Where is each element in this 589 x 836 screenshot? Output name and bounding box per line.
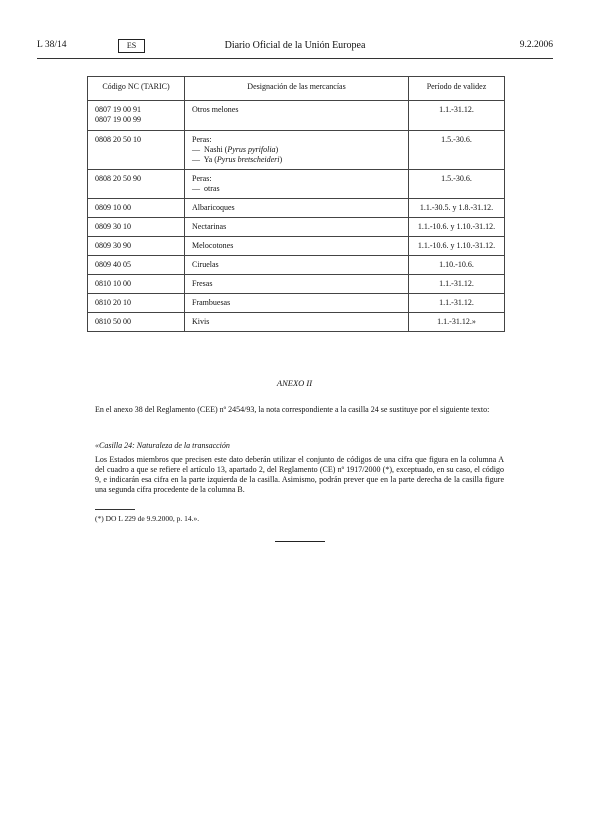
end-rule <box>275 541 325 542</box>
table-row <box>88 218 505 237</box>
table-row <box>88 313 505 332</box>
cell-designation: Ciruelas <box>185 256 409 275</box>
table-row <box>88 101 505 131</box>
table-row <box>88 275 505 294</box>
cell-period: 1.1.-31.12.» <box>409 313 505 332</box>
cell-code: 0810 10 00 <box>88 275 185 294</box>
table-header-row <box>88 77 505 101</box>
cell-code: 0809 30 90 <box>88 237 185 256</box>
cell-code: 0810 20 10 <box>88 294 185 313</box>
cell-designation: Peras: — Nashi (Pyrus pyrifolia) — Ya (Pyrus bretscheideri) <box>185 131 409 170</box>
casilla-heading: «Casilla 24: Naturaleza de la transacción <box>95 441 230 450</box>
column-header-designation: Designación de las mercancías <box>185 77 409 101</box>
cell-period: 1.1.-10.6. y 1.10.-31.12. <box>409 218 505 237</box>
cell-designation: Kivis <box>185 313 409 332</box>
body-paragraph: Los Estados miembros que precisen este dato deberán utilizar el conjunto de códigos de una cifra que figura en la columna A del cuadro a que se refiere el artículo 13, apartado 2, del Reglamento (CE) nº 1917/2000 (*), exceptuado, en su caso, el código 9, e indicarán esa cifra en la parte izquierda de la casilla. Asimismo, podrán prever que en la parte derecha de la casilla figure una segunda cifra procedente de la columna B. <box>95 455 504 494</box>
cell-period: 1.10.-10.6. <box>409 256 505 275</box>
cell-code: 0808 20 50 90 <box>88 170 185 199</box>
cell-period: 1.5.-30.6. <box>409 170 505 199</box>
amendment-paragraph: En el anexo 38 del Reglamento (CEE) nº 2454/93, la nota correspondiente a la casilla 24 se sustituye por el siguiente texto: <box>95 405 490 414</box>
cell-period: 1.1.-31.12. <box>409 294 505 313</box>
cell-designation: Otros melones <box>185 101 409 131</box>
cell-code: 0810 50 00 <box>88 313 185 332</box>
cell-designation: Frambuesas <box>185 294 409 313</box>
cell-designation: Fresas <box>185 275 409 294</box>
cell-code: 0808 20 50 10 <box>88 131 185 170</box>
page-number: L 38/14 <box>37 40 67 50</box>
column-header-period: Período de validez <box>409 77 505 101</box>
cell-code: 0809 40 05 <box>88 256 185 275</box>
cell-designation: Melocotones <box>185 237 409 256</box>
footnote: (*) DO L 229 de 9.9.2000, p. 14.». <box>95 514 200 523</box>
table-row <box>88 237 505 256</box>
journal-title: Diario Oficial de la Unión Europea <box>224 40 366 51</box>
cell-period: 1.1.-31.12. <box>409 275 505 294</box>
language-badge: ES <box>118 39 145 53</box>
cell-period: 1.1.-30.5. y 1.8.-31.12. <box>409 199 505 218</box>
cell-designation: Nectarinas <box>185 218 409 237</box>
cell-code: 0807 19 00 91 0807 19 00 99 <box>88 101 185 131</box>
publication-date: 9.2.2006 <box>519 40 553 50</box>
footnote-rule <box>95 509 135 510</box>
sub-item: — Ya (Pyrus bretscheideri) <box>192 155 283 164</box>
cell-code: 0809 10 00 <box>88 199 185 218</box>
cell-period: 1.1.-10.6. y 1.10.-31.12. <box>409 237 505 256</box>
cell-period: 1.1.-31.12. <box>409 101 505 131</box>
table-row <box>88 199 505 218</box>
page-header <box>37 40 553 54</box>
cell-designation: Peras: — otras <box>185 170 409 199</box>
table-row <box>88 294 505 313</box>
cell-code: 0809 30 10 <box>88 218 185 237</box>
table-row <box>88 256 505 275</box>
cell-designation: Albaricoques <box>185 199 409 218</box>
sub-item: — Nashi (Pyrus pyrifolia) <box>192 145 279 154</box>
annex-title: ANEXO II <box>276 378 313 388</box>
table-row <box>88 170 505 199</box>
header-rule <box>37 58 553 59</box>
column-header-code: Código NC (TARIC) <box>88 77 185 101</box>
cell-period: 1.5.-30.6. <box>409 131 505 170</box>
sub-item: — otras <box>192 184 220 193</box>
table-row <box>88 131 505 170</box>
goods-table <box>87 76 505 332</box>
